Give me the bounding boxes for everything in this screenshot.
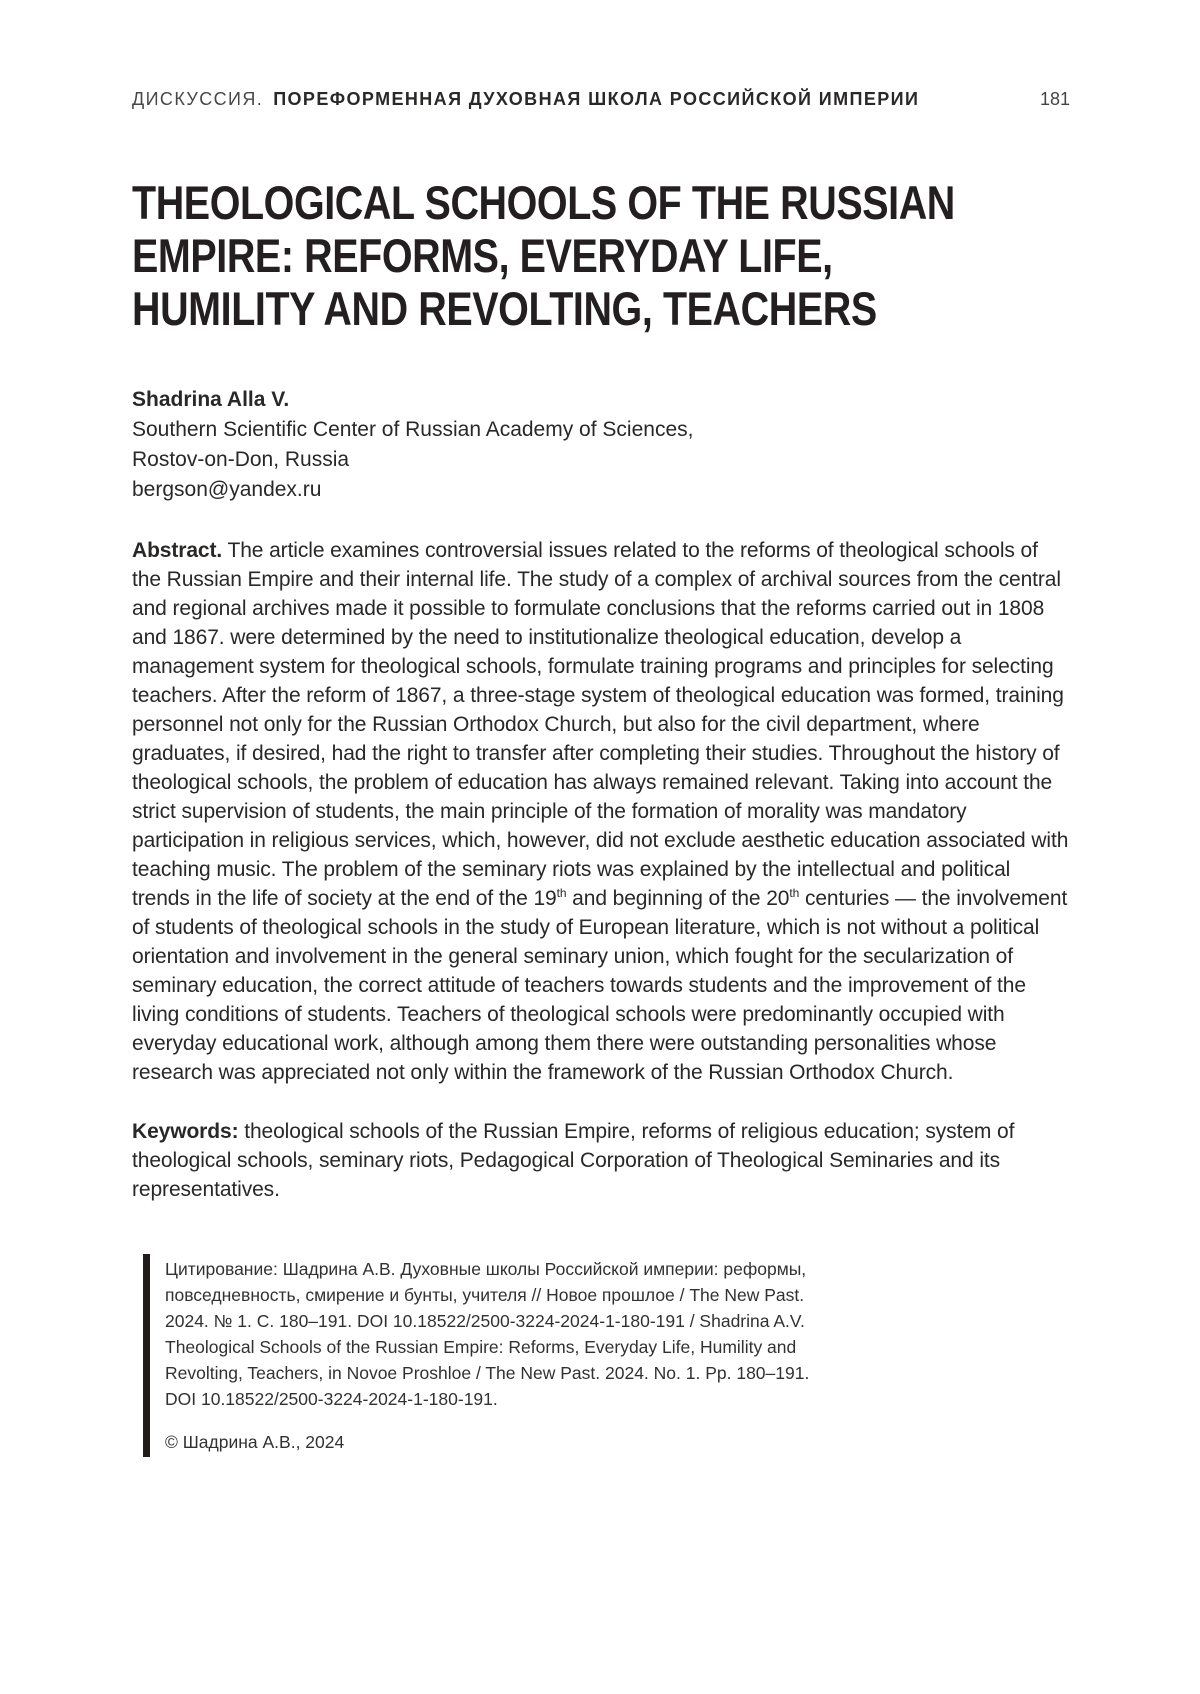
author-affiliation-line-2: Rostov-on-Don, Russia — [132, 448, 350, 471]
citation-line-1: Цитирование: Шадрина А.В. Духовные школы Российской империи: реформы, — [165, 1259, 807, 1279]
article-title — [132, 176, 1070, 335]
running-header-text — [132, 88, 919, 110]
keywords-paragraph — [132, 1117, 1070, 1204]
abstract-label: Abstract. — [132, 539, 223, 562]
abstract-text-part-2: and beginning of the 20 — [566, 887, 790, 910]
article-title-line-1: THEOLOGICAL SCHOOLS OF THE RUSSIAN — [132, 176, 955, 229]
page-number: 181 — [1039, 89, 1070, 109]
keywords-label: Keywords: — [132, 1120, 239, 1143]
article-title-line-2: EMPIRE: REFORMS, EVERYDAY LIFE, — [132, 229, 833, 282]
keywords-text: theological schools of the Russian Empire, reforms of religious education; system of theological schools, seminary riots, Pedagogical Corporation of Theological Seminaries and its representatives. — [132, 1120, 1015, 1201]
citation-line-2: повседневность, смирение и бунты, учителя // Новое прошлое / The New Past. — [165, 1285, 805, 1305]
running-title: ПОРЕФОРМЕННАЯ ДУХОВНАЯ ШКОЛА РОССИЙСКОЙ ИМПЕРИИ — [273, 89, 920, 109]
abstract-superscript-1: th — [556, 886, 567, 900]
section-label: ДИСКУССИЯ. — [132, 89, 264, 109]
abstract-text-part-3: centuries — the involvement of students of theological schools in the study of European literature, which is not without a political orientation and involvement in the general seminary union, which fought for the secularization of seminary education, the correct attitude of teachers towards students and the improvement of the living conditions of students. Teachers of theological schools were predominantly occupied with everyday educational work, although among them there were outstanding personalities whose research was appreciated not only within the framework of the Russian Orthodox Church. — [132, 887, 1068, 1084]
abstract-paragraph — [132, 536, 1070, 1087]
author-affiliation-line-1: Southern Scientific Center of Russian Academy of Sciences, — [132, 418, 694, 441]
citation-line-4: Theological Schools of the Russian Empire: Reforms, Everyday Life, Humility and — [165, 1337, 797, 1357]
citation-line-6: DOI 10.18522/2500-3224-2024-1-180-191. — [165, 1389, 498, 1409]
author-name: Shadrina Alla V. — [132, 388, 290, 411]
abstract-text-part-1: The article examines controversial issues related to the reforms of theological schools of the Russian Empire and their internal life. The study of a complex of archival sources from the central and regional archives made it possible to formulate conclusions that the reforms carried out in 1808 and 1867. were determined by the need to institutionalize theological education, develop a management system for theological schools, formulate training programs and principles for selecting teachers. After the reform of 1867, a three-stage system of theological education was formed, training personnel not only for the Russian Orthodox Church, but also for the civil department, where graduates, if desired, had the right to transfer after completing their studies. Throughout the history of theological schools, the problem of education has always remained relevant. Taking into account the strict supervision of students, the main principle of the formation of morality was mandatory participation in religious services, which, however, did not exclude aesthetic education associated with teaching music. The problem of the seminary riots was explained by the intellectual and political trends in the life of society at the end of the 19 — [132, 539, 1069, 910]
copyright-line: © Шадрина А.В., 2024 — [165, 1432, 345, 1452]
author-email[interactable]: bergson@yandex.ru — [132, 478, 322, 501]
author-block — [132, 385, 1070, 505]
running-header — [132, 88, 1070, 110]
citation-line-5: Revolting, Teachers, in Novoe Proshloe / The New Past. 2024. No. 1. Pp. 180–191. — [165, 1363, 810, 1383]
article-title-line-3: HUMILITY AND REVOLTING, TEACHERS — [132, 282, 877, 335]
citation-block — [143, 1254, 1070, 1457]
citation-line-3: 2024. № 1. С. 180–191. DOI 10.18522/2500-3224-2024-1-180-191 / Shadrina A.V. — [165, 1311, 805, 1331]
abstract-superscript-2: th — [789, 886, 800, 900]
